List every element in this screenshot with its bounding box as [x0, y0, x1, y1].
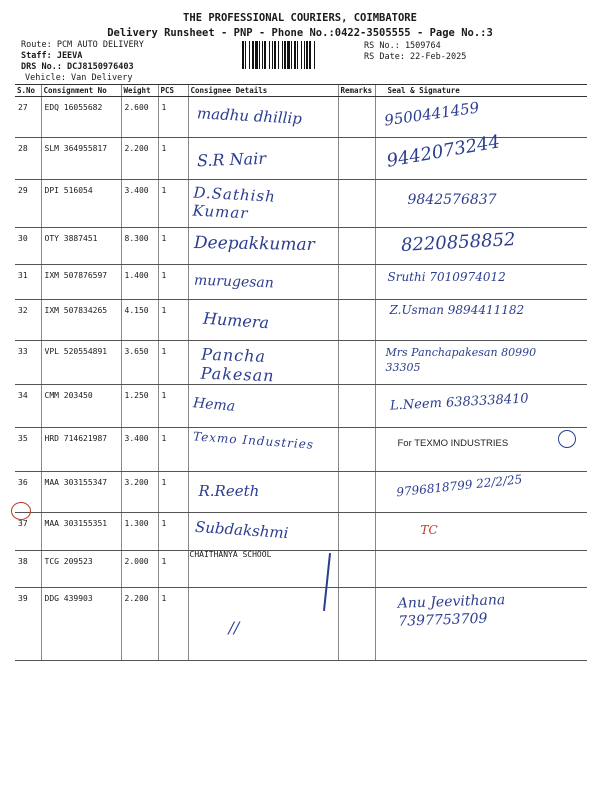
cell-remarks: [338, 428, 375, 472]
col-pcs: PCS: [158, 85, 188, 97]
cell-sno: 31: [15, 265, 41, 300]
cell-consignee: [188, 588, 338, 661]
barcode-bar: [314, 41, 315, 69]
runsheet-table: [15, 84, 587, 661]
table-row: [15, 472, 587, 513]
consignee-name: //: [228, 618, 240, 637]
col-consignment-no: Consignment No: [41, 85, 121, 97]
consignee-name: D.Sathish Kumar: [191, 183, 276, 223]
barcode-bar: [291, 41, 292, 69]
cell-pcs: 1: [158, 341, 188, 385]
barcode-bar: [245, 41, 246, 69]
cell-signature: [375, 131, 587, 180]
cell-weight: 2.600: [121, 97, 158, 138]
cell-consignee: [188, 428, 338, 472]
cell-sno: 28: [15, 138, 41, 180]
company-name: THE PROFESSIONAL COURIERS, COIMBATORE: [183, 12, 417, 24]
row-37-circle-mark: [11, 502, 31, 520]
consignee-name: Deepakkumar: [193, 232, 315, 256]
table-row: [15, 428, 587, 472]
table-header-row: [15, 85, 587, 97]
col-sno: S.No: [15, 85, 41, 97]
cell-pcs: 1: [158, 428, 188, 472]
cell-consignment-no: MAA 303155351: [41, 513, 121, 551]
handwritten-signature: L.Neem 6383338410: [389, 391, 529, 414]
cell-pcs: 1: [158, 551, 188, 588]
cell-remarks: [338, 180, 375, 228]
col-weight: Weight: [121, 85, 158, 97]
cell-consignment-no: OTY 3887451: [41, 228, 121, 265]
cell-pcs: 1: [158, 265, 188, 300]
company-stamp: For TEXMO INDUSTRIES: [397, 438, 509, 449]
circled-t-mark: [558, 430, 576, 448]
handwritten-signature: Anu Jeevithana 7397753709: [396, 592, 505, 630]
cell-sno: 36: [15, 472, 41, 513]
consignee-name: CHAITHANYA SCHOOL: [189, 550, 272, 559]
cell-consignment-no: IXM 507876597: [41, 265, 121, 300]
col-consignee-details: Consignee Details: [188, 85, 338, 97]
cell-remarks: [338, 551, 375, 588]
cell-signature: [375, 341, 587, 385]
handwritten-signature: Z.Usman 9894411182: [389, 303, 525, 317]
vehicle-label: Vehicle: Van Delivery: [25, 73, 133, 83]
cell-consignee: [188, 265, 338, 300]
col-seal-signature: Seal & Signature: [375, 85, 587, 97]
cell-remarks: [338, 588, 375, 661]
cell-remarks: [338, 513, 375, 551]
cell-consignment-no: SLM 364955817: [41, 138, 121, 180]
cell-weight: 2.200: [121, 138, 158, 180]
cell-signature: [375, 300, 587, 341]
cell-weight: 3.400: [121, 428, 158, 472]
consignee-name: Humera: [201, 308, 270, 333]
cell-weight: 4.150: [121, 300, 158, 341]
cell-sno: 30: [15, 228, 41, 265]
cell-sno: 39: [15, 588, 41, 661]
cell-pcs: 1: [158, 97, 188, 138]
consignee-name: S.R Nair: [196, 148, 266, 171]
cell-consignee: [188, 341, 338, 385]
table-row: [15, 513, 587, 551]
barcode-bar: [294, 41, 296, 69]
cell-sno: 34: [15, 385, 41, 428]
cell-consignee: [188, 180, 338, 228]
barcode-bar: [274, 41, 276, 69]
cell-weight: 8.300: [121, 228, 158, 265]
table-row: [15, 265, 587, 300]
cell-consignment-no: IXM 507834265: [41, 300, 121, 341]
barcode-bar: [269, 41, 270, 69]
cell-remarks: [338, 472, 375, 513]
runsheet-subtitle: Delivery Runsheet - PNP - Phone No.:0422-3505555 - Page No.:3: [107, 27, 493, 39]
cell-remarks: [338, 265, 375, 300]
cell-weight: 3.400: [121, 180, 158, 228]
drs-label: DRS No.: DCJ8150976403: [21, 62, 134, 72]
barcode-bar: [255, 41, 258, 69]
cell-weight: 1.300: [121, 513, 158, 551]
cell-sno: 32: [15, 300, 41, 341]
table-row: [15, 138, 587, 180]
consignee-name: R.Reeth: [198, 482, 260, 500]
cell-remarks: [338, 341, 375, 385]
cell-consignment-no: TCG 209523: [41, 551, 121, 588]
cell-signature: [375, 588, 587, 661]
barcode-bar: [252, 41, 254, 69]
table-row: [15, 97, 587, 138]
handwritten-signature: 8220858852: [400, 229, 516, 256]
cell-signature: [375, 228, 587, 265]
cell-consignment-no: EDQ 16055682: [41, 97, 121, 138]
cell-consignee: [188, 551, 338, 588]
table-row: [15, 385, 587, 428]
cell-sno: 27: [15, 97, 41, 138]
cell-consignment-no: DPI 516054: [41, 180, 121, 228]
cell-consignee: [188, 385, 338, 428]
route-label: Route: PCM AUTO DELIVERY: [21, 40, 144, 50]
cell-pcs: 1: [158, 472, 188, 513]
cell-signature: [375, 180, 587, 228]
cell-consignee: [188, 97, 338, 138]
cell-signature: [375, 472, 587, 513]
cell-remarks: [338, 138, 375, 180]
handwritten-signature: 9500441459: [382, 98, 480, 130]
cell-pcs: 1: [158, 513, 188, 551]
cell-weight: 1.250: [121, 385, 158, 428]
table-row: [15, 341, 587, 385]
cell-sno: 38: [15, 551, 41, 588]
handwritten-signature: 9442073244: [384, 131, 501, 172]
table-row: [15, 228, 587, 265]
cell-signature: [375, 428, 587, 472]
handwritten-signature: TC: [420, 523, 438, 537]
cell-sno: 33: [15, 341, 41, 385]
table-row: [15, 588, 587, 661]
handwritten-signature: Mrs Panchapakesan 80990 33305: [385, 346, 537, 374]
handwritten-signature: 9842576837: [407, 192, 497, 208]
handwritten-signature: 9796818799 22/2/25: [395, 472, 523, 500]
staff-label: Staff: JEEVA: [21, 51, 83, 61]
barcode-bar: [304, 41, 305, 69]
cell-consignment-no: MAA 303155347: [41, 472, 121, 513]
cell-remarks: [338, 97, 375, 138]
barcode-bar: [278, 41, 279, 69]
consignee-name: madhu dhillip: [196, 104, 302, 128]
cell-weight: 2.000: [121, 551, 158, 588]
cell-signature: [375, 265, 587, 300]
cell-consignee: [188, 300, 338, 341]
barcode: [242, 41, 358, 69]
consignee-name: Texmo Industries: [192, 429, 314, 452]
cell-consignee: [188, 228, 338, 265]
cell-signature: [375, 385, 587, 428]
cell-sno: 37: [15, 513, 41, 551]
cell-signature: [375, 513, 587, 551]
barcode-bar: [284, 41, 286, 69]
cell-pcs: 1: [158, 228, 188, 265]
table-row: [15, 300, 587, 341]
cell-consignment-no: VPL 520554891: [41, 341, 121, 385]
barcode-bar: [259, 41, 260, 69]
cell-consignment-no: HRD 714621987: [41, 428, 121, 472]
cell-pcs: 1: [158, 300, 188, 341]
consignee-name: Hema: [191, 395, 236, 415]
barcode-bar: [242, 41, 244, 69]
cell-signature: [375, 551, 587, 588]
cell-pcs: 1: [158, 138, 188, 180]
cell-remarks: [338, 385, 375, 428]
barcode-bar: [287, 41, 290, 69]
cell-signature: [375, 97, 587, 138]
cell-consignment-no: CMM 203450: [41, 385, 121, 428]
cell-weight: 3.650: [121, 341, 158, 385]
cell-consignee: [188, 472, 338, 513]
consignee-name: murugesan: [193, 272, 274, 292]
consignee-name: Subdakshmi: [193, 517, 289, 543]
cell-sno: 35: [15, 428, 41, 472]
cell-sno: 29: [15, 180, 41, 228]
barcode-bar: [264, 41, 266, 69]
barcode-bar: [301, 41, 302, 69]
cell-remarks: [338, 228, 375, 265]
barcode-bar: [282, 41, 283, 69]
table-row: [15, 180, 587, 228]
cell-pcs: 1: [158, 180, 188, 228]
cell-remarks: [338, 300, 375, 341]
col-remarks: Remarks: [338, 85, 375, 97]
rs-number: RS No.: 1509764: [364, 41, 441, 51]
barcode-bar: [249, 41, 250, 69]
cell-pcs: 1: [158, 588, 188, 661]
cell-consignee: [188, 138, 338, 180]
handwritten-signature: Sruthi 7010974012: [387, 270, 506, 284]
cell-weight: 3.200: [121, 472, 158, 513]
barcode-bar: [306, 41, 308, 69]
cell-consignee: [188, 513, 338, 551]
cell-weight: 2.200: [121, 588, 158, 661]
table-row: [15, 551, 587, 588]
consignee-name: Pancha Pakesan: [199, 344, 275, 386]
cell-weight: 1.400: [121, 265, 158, 300]
barcode-bar: [272, 41, 273, 69]
cell-pcs: 1: [158, 385, 188, 428]
barcode-bar: [297, 41, 298, 69]
cell-consignment-no: DDG 439903: [41, 588, 121, 661]
rs-date: RS Date: 22-Feb-2025: [364, 52, 467, 62]
barcode-bar: [262, 41, 263, 69]
barcode-bar: [309, 41, 311, 69]
